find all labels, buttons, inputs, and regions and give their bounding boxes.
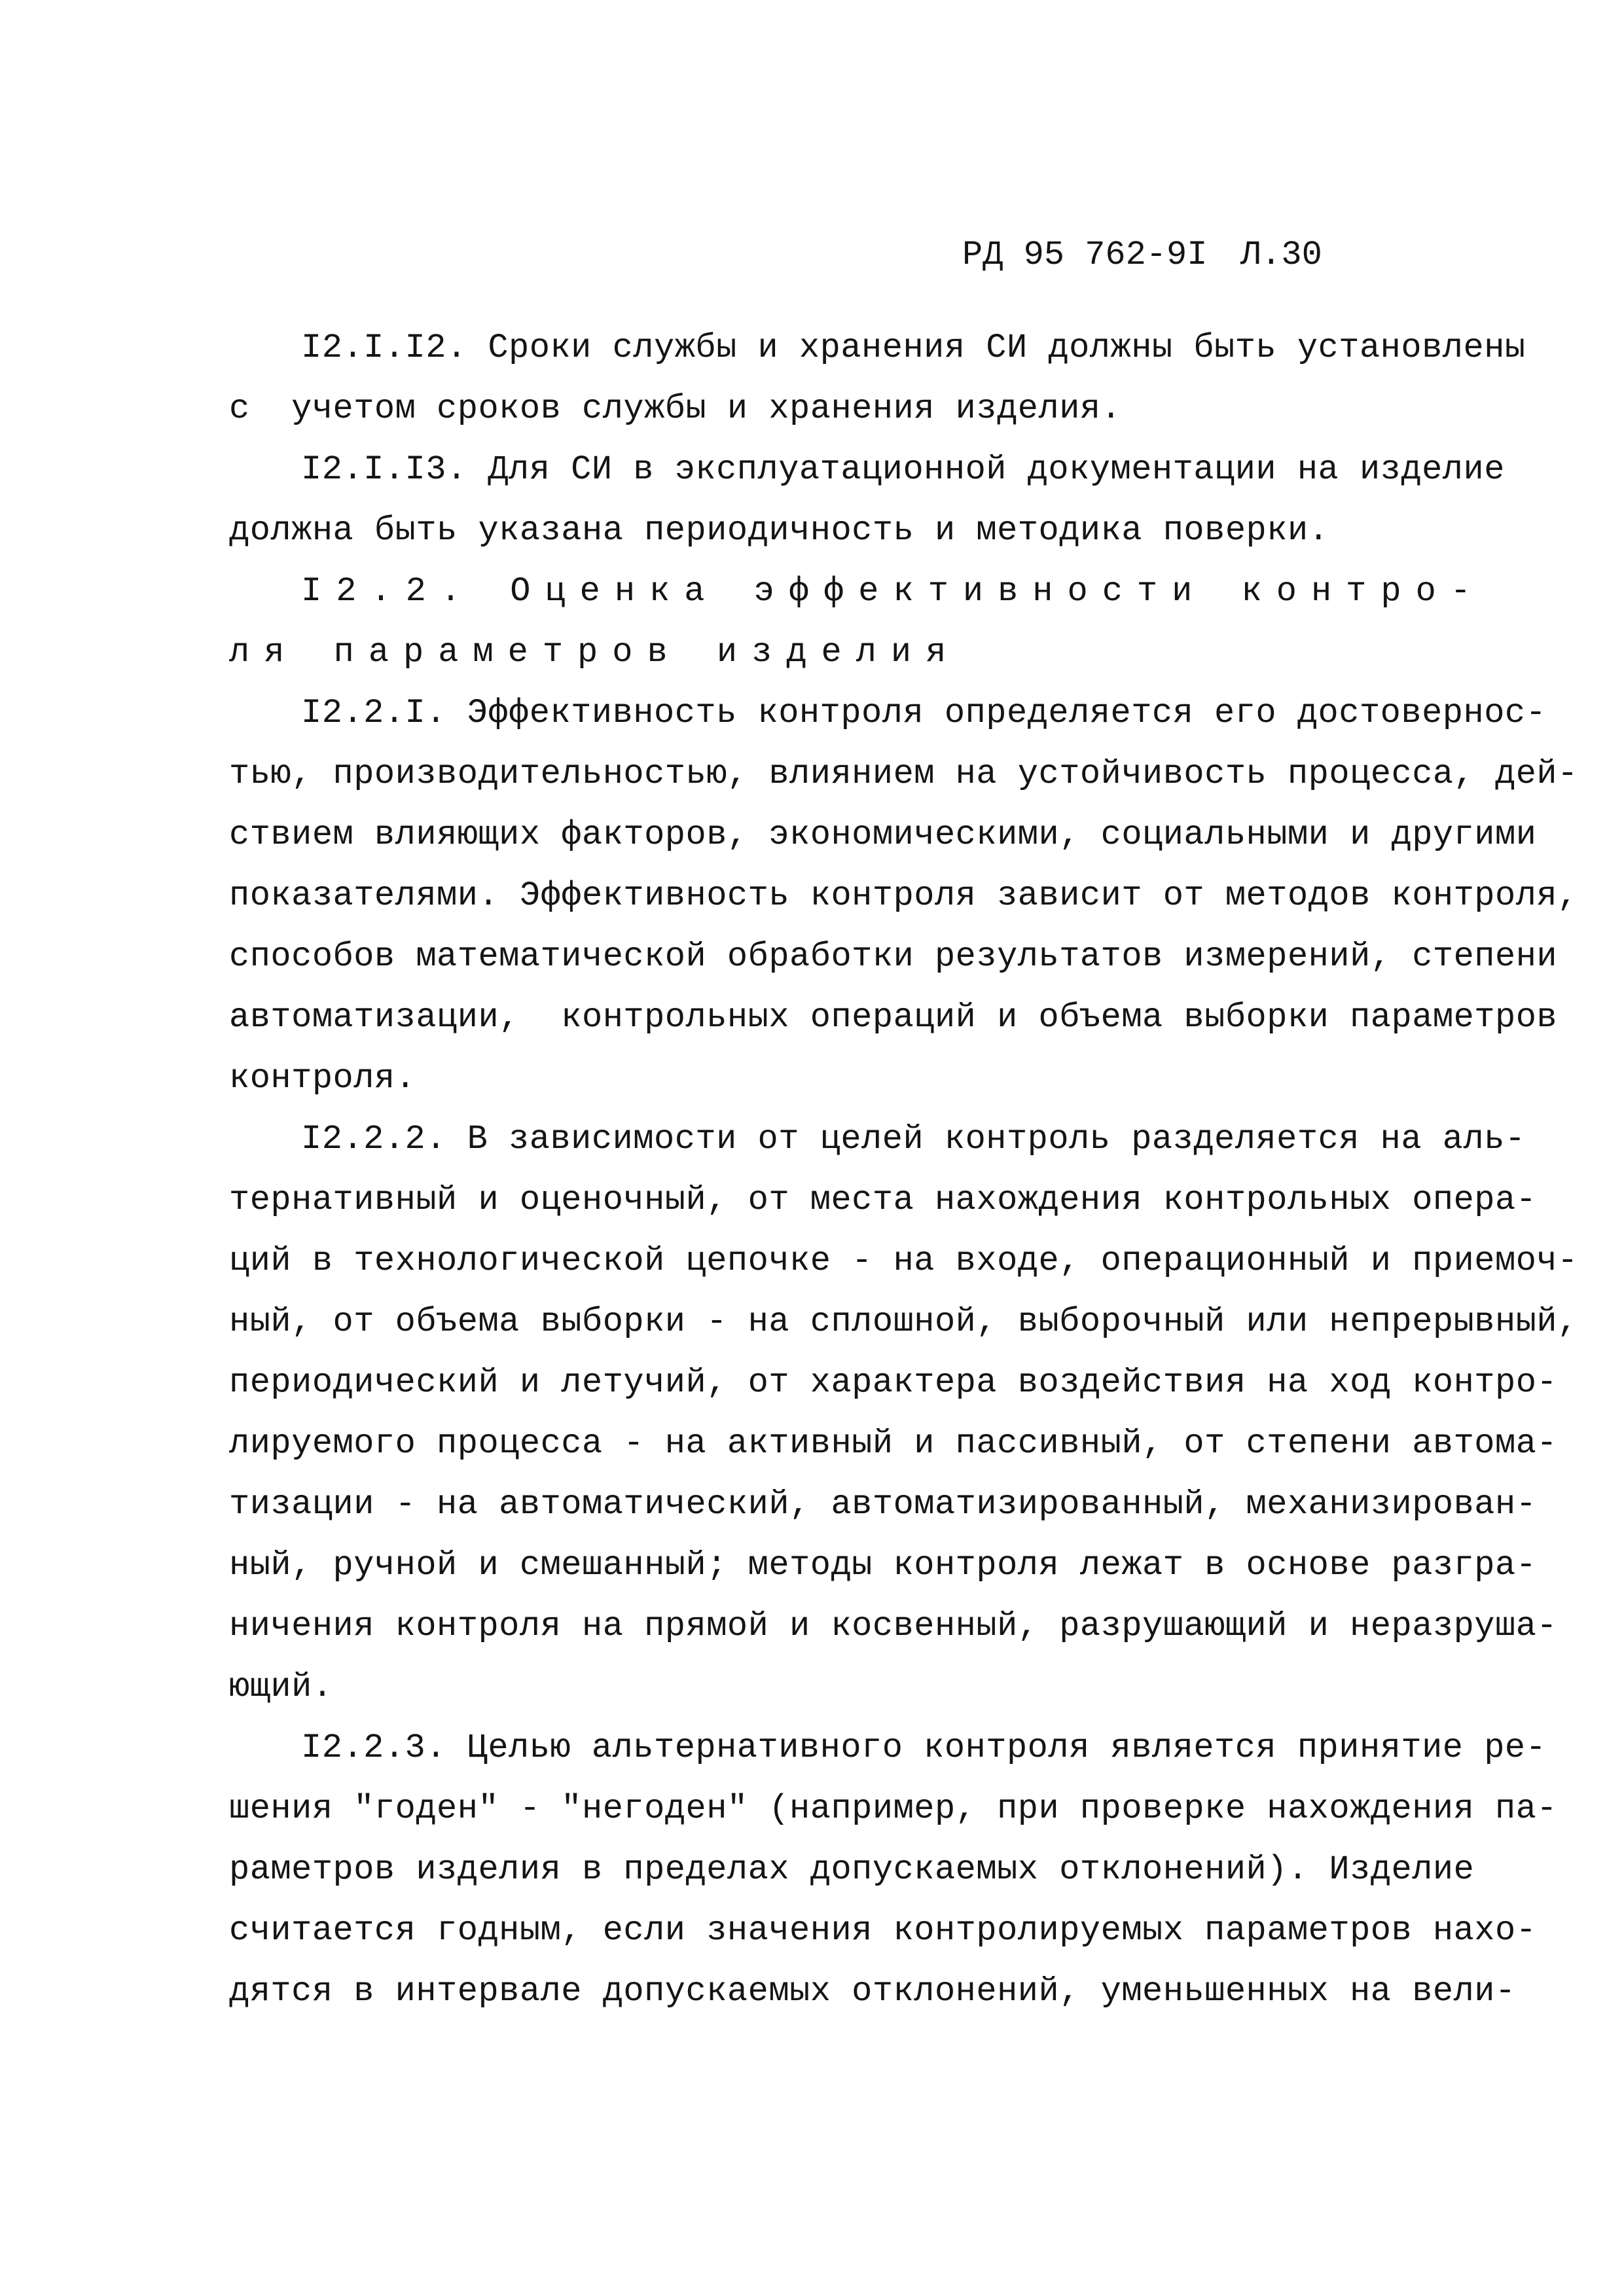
text-line: тернативный и оценочный, от места нахождения контрольных опера- (229, 1181, 1537, 1219)
section-heading-line: ля параметров изделия (229, 633, 961, 672)
text-line: ный, ручной и смешанный; методы контроля лежат в основе разгра- (229, 1546, 1537, 1585)
text-line: ций в технологической цепочке - на входе, операционный и приемоч- (229, 1242, 1578, 1280)
text-line: ный, от объема выборки - на сплошной, выборочный или непрерывный, (229, 1302, 1578, 1341)
text-line: способов математической обработки результатов измерений, степени (229, 937, 1558, 976)
text-line: I2.I.I3. Для СИ в эксплуатационной документации на изделие (301, 450, 1505, 489)
text-line: периодический и летучий, от характера воздействия на ход контро- (229, 1363, 1558, 1402)
text-line: дятся в интервале допускаемых отклонений, уменьшенных на вели- (229, 1972, 1516, 2011)
text-line: I2.2.2. В зависимости от целей контроль разделяется на аль- (301, 1120, 1526, 1158)
text-line: считается годным, если значения контролируемых параметров нахо- (229, 1911, 1537, 1950)
text-line: тью, производительностью, влиянием на устойчивость процесса, дей- (229, 755, 1578, 793)
text-line: автоматизации, контрольных операций и объема выборки параметров (229, 998, 1558, 1037)
document-code: РД 95 762-9I (962, 236, 1208, 274)
sheet-number: Л.30 (1240, 236, 1322, 274)
text-line: раметров изделия в пределах допускаемых отклонений). Изделие (229, 1850, 1475, 1889)
text-line: ствием влияющих факторов, экономическими, социальными и другими (229, 816, 1537, 854)
text-line: I2.2.I. Эффективность контроля определяется его достовернос- (301, 694, 1547, 732)
text-line: показателями. Эффективность контроля зависит от методов контроля, (229, 876, 1578, 915)
text-line: I2.2.3. Целью альтернативного контроля является принятие ре- (301, 1729, 1547, 1767)
text-line: I2.I.I2. Сроки службы и хранения СИ должны быть установлены (301, 329, 1526, 367)
text-line: лируемого процесса - на активный и пассивный, от степени автома- (229, 1424, 1558, 1463)
text-line: тизации - на автоматический, автоматизированный, механизирован- (229, 1485, 1537, 1524)
text-line: с учетом сроков службы и хранения изделия. (229, 389, 1122, 428)
section-heading-line: I2.2. Оценка эффективности контро- (301, 572, 1485, 611)
text-line: ничения контроля на прямой и косвенный, разрушающий и неразруша- (229, 1607, 1558, 1645)
text-line: ющий. (229, 1668, 333, 1706)
text-line: контроля. (229, 1059, 416, 1098)
text-line: шения "годен" - "негоден" (например, при проверке нахождения па- (229, 1789, 1558, 1828)
text-line: должна быть указана периодичность и методика поверки. (229, 511, 1329, 550)
